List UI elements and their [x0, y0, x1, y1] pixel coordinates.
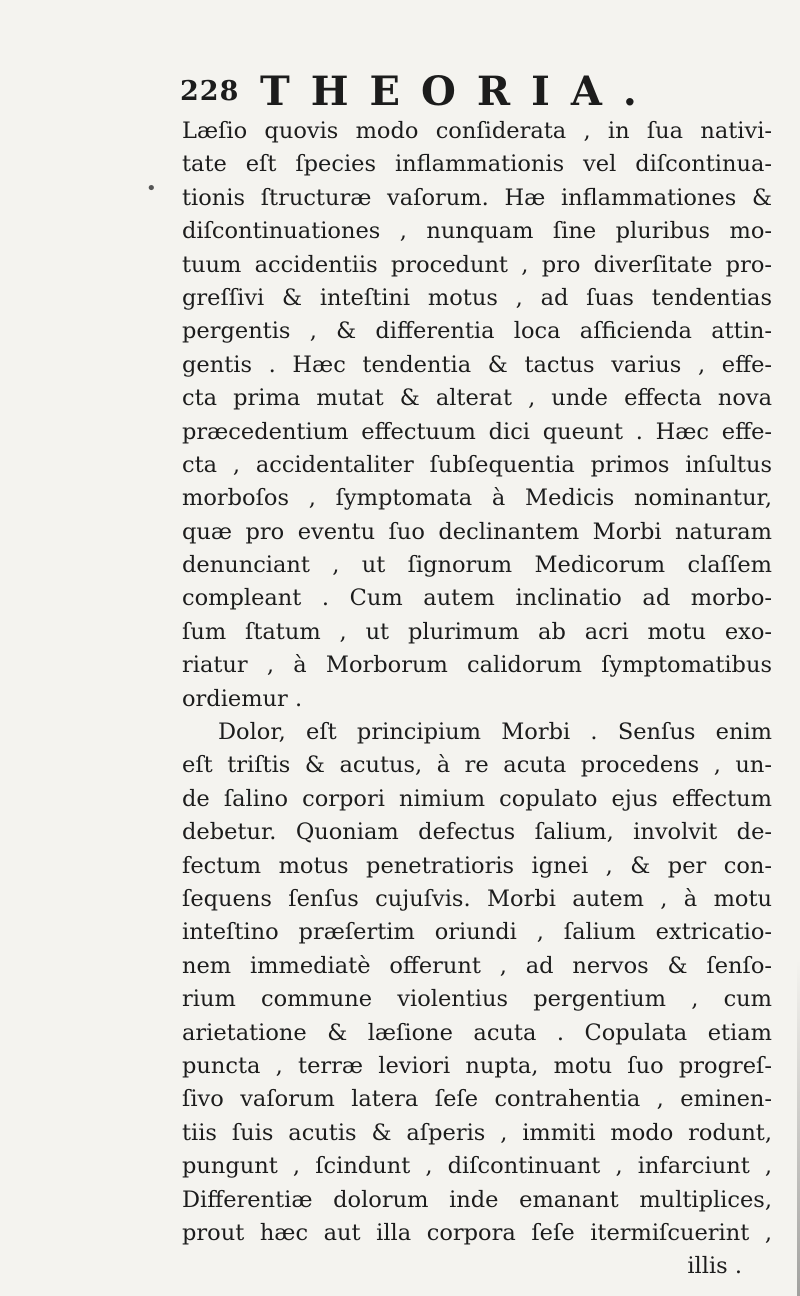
text-line: inteſtino præſertim oriundi , ſalium extricatio- — [182, 919, 772, 946]
text-line: pungunt , ſcindunt , diſcontinuant , infarciunt , — [182, 1153, 772, 1180]
text-line: ſivo vaſorum latera ſeſe contrahentia , eminen- — [182, 1086, 772, 1113]
text-line: Differentiæ dolorum inde emanant multiplices, — [182, 1186, 772, 1213]
text-line: ſequens ſenſus cujuſvis. Morbi autem , à motu — [182, 885, 772, 912]
text-line: Læſio quovis modo conſiderata , in ſua nativi- — [182, 118, 772, 144]
text-line: cta prima mutat & alterat , unde effecta nova — [182, 385, 772, 412]
catchword: illis . — [687, 1253, 742, 1280]
text-line: nem immediatè offerunt , ad nervos & ſenſo- — [182, 952, 772, 979]
text-line: rium commune violentius pergentium , cum — [182, 986, 772, 1013]
text-line: eſt triſtis & acutus, à re acuta procedens , un- — [182, 752, 772, 779]
text-line: morboſos , ſymptomata à Medicis nominantur, — [182, 485, 772, 512]
text-line: diſcontinuationes , nunquam ſine pluribus mo- — [182, 218, 772, 245]
text-line: de ſalino corpori nimium copulato ejus effectum — [182, 785, 772, 812]
text-line: ordiemur . — [182, 685, 303, 712]
text-line: Dolor, eſt principium Morbi . Senſus enim — [218, 719, 772, 746]
margin-mark: • — [146, 178, 157, 199]
page-number: 228 — [180, 76, 240, 107]
text-line: cta , accidentaliter ſubſequentia primos inſultus — [182, 451, 772, 478]
text-line: puncta , terræ leviori nupta, motu ſuo progreſ- — [182, 1052, 772, 1079]
text-line: greſſivi & inteſtini motus , ad ſuas tendentias — [182, 284, 772, 311]
text-line: tate eſt ſpecies inflammationis vel diſcontinua- — [182, 151, 772, 178]
text-line: quæ pro eventu ſuo declinantem Morbi naturam — [182, 518, 772, 545]
text-line: tionis ſtructuræ vaſorum. Hæ inflammationes & — [182, 184, 772, 211]
text-line: prout hæc aut illa corpora ſeſe itermiſcuerint , — [182, 1219, 772, 1246]
text-line: arietatione & læſione acuta . Copulata etiam — [182, 1019, 772, 1046]
text-line: gentis . Hæc tendentia & tactus varius , effe- — [182, 351, 772, 378]
running-head: THEORIA. — [260, 68, 658, 115]
text-line: riatur , à Morborum calidorum ſymptomatibus — [182, 652, 772, 679]
body-text — [182, 115, 772, 1284]
text-line: tuum accidentiis procedunt , pro diverſitate pro- — [182, 251, 772, 278]
text-line: debetur. Quoniam defectus ſalium, involvit de- — [182, 819, 772, 846]
text-line: ſum ſtatum , ut plurimum ab acri motu exo- — [182, 618, 772, 645]
text-line: denunciant , ut ſignorum Medicorum claſſem — [182, 552, 772, 579]
text-line: præcedentium effectuum dici queunt . Hæc effe- — [182, 418, 772, 445]
text-line: pergentis , & differentia loca aſficienda attin- — [182, 318, 772, 345]
page-header — [180, 68, 740, 115]
text-line: tiis ſuis acutis & aſperis , immiti modo rodunt, — [182, 1119, 772, 1146]
text-line: compleant . Cum autem inclinatio ad morbo- — [182, 585, 772, 612]
text-line: fectum motus penetratioris ignei , & per con- — [182, 852, 772, 879]
